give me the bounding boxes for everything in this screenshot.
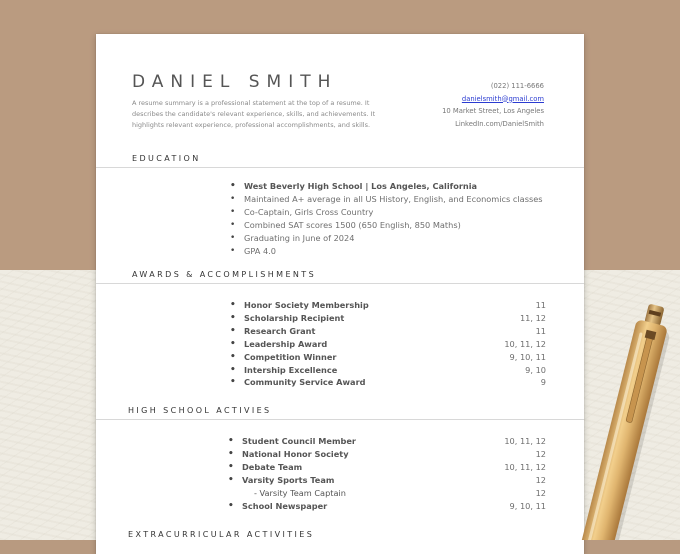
education-school: • West Beverly High School | Los Angeles, California (230, 180, 560, 193)
activity-years: 12 (535, 487, 546, 498)
award-label: • Leadership Award (244, 338, 328, 349)
award-label: • Competition Winner (244, 351, 337, 362)
award-item (230, 364, 546, 377)
award-item (230, 338, 546, 351)
award-years: 10, 11, 12 (504, 338, 546, 349)
activity-label: • National Honor Society (242, 448, 349, 459)
award-label: • Community Service Award (244, 377, 366, 388)
education-heading: EDUCATION (132, 154, 201, 163)
award-years: 11 (535, 300, 546, 310)
activity-years: 12 (535, 474, 546, 485)
activity-label: • Debate Team (242, 461, 303, 472)
award-item (230, 376, 546, 389)
awards-heading: AWARDS & ACCOMPLISHMENTS (132, 270, 317, 279)
activities-heading: HIGH SCHOOL ACTIVIES (128, 406, 272, 415)
activity-years: 10, 11, 12 (504, 461, 546, 472)
education-divider (96, 167, 584, 168)
activity-item (228, 435, 546, 448)
activity-years: 9, 10, 11 (509, 500, 546, 511)
contact-address: 10 Market Street, Los Angeles (442, 107, 544, 115)
education-item: • Combined SAT scores 1500 (650 English, 850 Maths) (230, 219, 560, 232)
award-item (230, 351, 546, 364)
activity-subitem (228, 487, 546, 500)
activity-years: 10, 11, 12 (504, 436, 546, 446)
education-item: • GPA 4.0 (230, 245, 560, 258)
activity-item (228, 500, 546, 513)
extracurricular-heading: EXTRACURRICULAR ACTIVITIES (128, 530, 315, 539)
contact-linkedin: LinkedIn.com/DanielSmith (455, 119, 544, 128)
award-item (230, 312, 546, 325)
awards-list (230, 299, 546, 389)
activities-divider (96, 419, 584, 420)
activity-label: - Varsity Team Captain (254, 487, 346, 498)
education-item: • Maintained A+ average in all US History, English, and Economics classes (230, 193, 560, 206)
award-label: • Honor Society Membership (244, 300, 369, 310)
activity-years: 12 (535, 448, 546, 459)
award-years: 9, 10, 11 (509, 351, 546, 362)
education-list (230, 180, 560, 257)
education-item: • Graduating in June of 2024 (230, 232, 560, 245)
contact-phone: (022) 111-6666 (490, 82, 544, 90)
activity-item (228, 461, 546, 474)
activity-label: • Student Council Member (242, 436, 356, 446)
award-item (230, 325, 546, 338)
activity-label: • School Newspaper (242, 500, 328, 511)
activity-label: • Varsity Sports Team (242, 474, 335, 485)
award-years: 11 (535, 325, 546, 336)
activities-list (228, 435, 546, 512)
resume-name: DANIEL SMITH (132, 72, 338, 92)
activity-item (228, 474, 546, 487)
activity-item (228, 448, 546, 461)
resume-sheet (96, 34, 584, 554)
contact-block (442, 80, 544, 130)
education-item: • Co-Captain, Girls Cross Country (230, 206, 560, 219)
contact-email-link[interactable]: danielsmith@gmail.com (461, 94, 544, 103)
award-label: • Research Grant (244, 325, 316, 336)
award-item (230, 299, 546, 312)
award-label: • Scholarship Recipient (244, 312, 345, 323)
award-years: 9 (540, 377, 546, 388)
award-years: 9, 10 (525, 364, 546, 375)
award-label: • Intership Excellence (244, 364, 338, 375)
award-years: 11, 12 (519, 312, 546, 323)
resume-summary: A resume summary is a professional statement at the top of a resume. It describes the candidate's relevant experience, skills, and achievements. It highlights relevant experience, professional accomplishments, and skills. (132, 99, 376, 129)
awards-divider (96, 283, 584, 284)
